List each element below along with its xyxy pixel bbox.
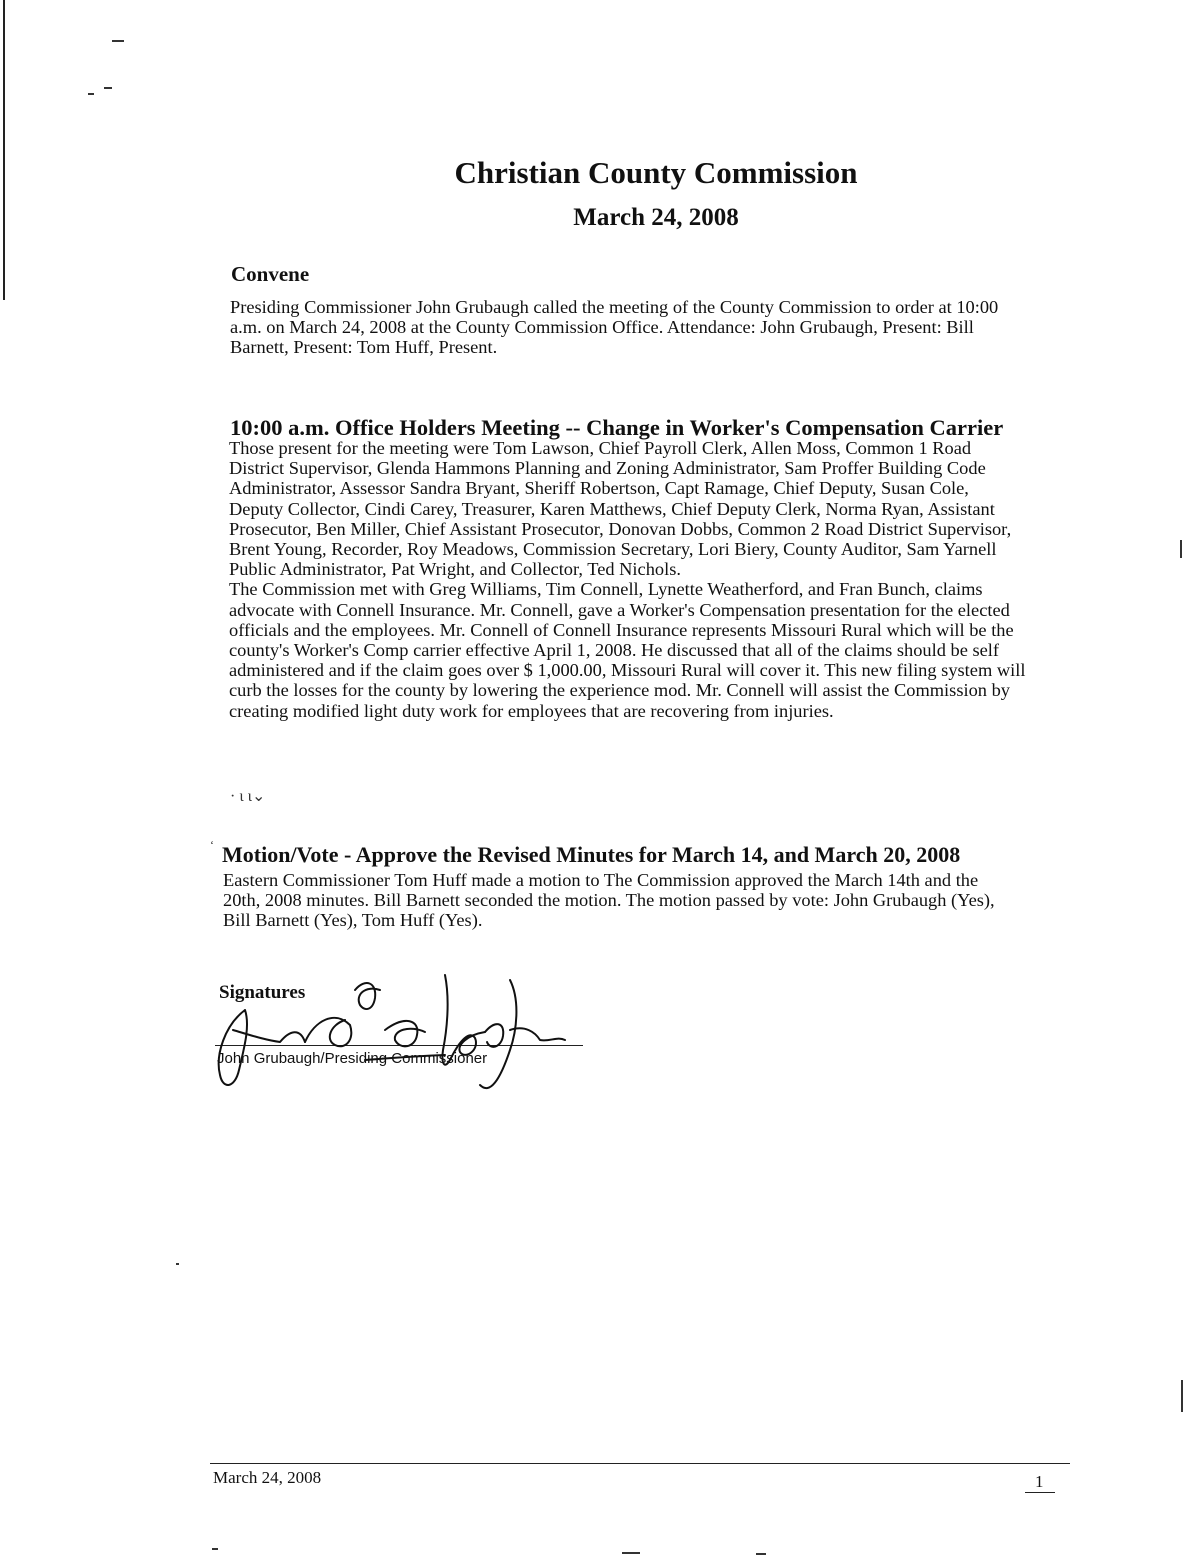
text-line: Presiding Commissioner John Grubaugh called the meeting of the County Commission to order at 10:00 <box>230 297 999 317</box>
text-line: advocate with Connell Insurance. Mr. Connell, gave a Worker's Compensation presentation for the elected <box>229 599 1010 620</box>
text-line: Bill Barnett (Yes), Tom Huff (Yes). <box>223 910 483 931</box>
text-line: Brent Young, Recorder, Roy Meadows, Commission Secretary, Lori Biery, County Auditor, Sam Yarnell <box>229 539 997 560</box>
footer-date: March 24, 2008 <box>213 1468 322 1487</box>
footer-rule <box>210 1463 1070 1464</box>
text-line: administered and if the claim goes over $ 1,000.00, Missouri Rural will cover it. This new filing system will <box>229 660 1026 681</box>
stray-mark: · ι ι⌄ <box>230 788 266 805</box>
signatures-heading: Signatures <box>219 982 306 1003</box>
scan-speck <box>176 1263 179 1265</box>
scan-speck <box>112 40 124 42</box>
handwritten-signature <box>205 970 595 1100</box>
text-line: Eastern Commissioner Tom Huff made a motion to The Commission approved the March 14th and the <box>223 870 979 890</box>
section-heading-convene: Convene <box>231 262 310 286</box>
text-line: creating modified light duty work for employees that are recovering from injuries. <box>229 700 834 721</box>
scan-speck <box>1180 540 1182 558</box>
text-line: 20th, 2008 minutes. Bill Barnett seconded the motion. The motion passed by vote: John Grubaugh (Yes), <box>223 890 995 911</box>
section-heading-office-holders: 10:00 a.m. Office Holders Meeting -- Change in Worker's Compensation Carrier <box>230 415 1004 440</box>
text-line: Deputy Collector, Cindi Carey, Treasurer, Karen Matthews, Chief Deputy Clerk, Norma Ryan, Assistant <box>229 498 995 519</box>
scan-speck <box>212 1548 218 1550</box>
section-body-office-holders <box>229 438 1089 721</box>
scan-speck <box>88 93 94 95</box>
document-date: March 24, 2008 <box>573 204 739 231</box>
scan-speck <box>1181 1380 1183 1412</box>
text-line: The Commission met with Greg Williams, Tim Connell, Lynette Weatherford, and Fran Bunch, claims <box>229 579 983 600</box>
stray-mark: ‘ <box>210 838 214 852</box>
text-line: Public Administrator, Pat Wright, and Collector, Ted Nichols. <box>229 559 681 580</box>
text-line: Administrator, Assessor Sandra Bryant, Sheriff Robertson, Capt Ramage, Chief Deputy, Susan Cole, <box>229 478 969 499</box>
scan-speck <box>622 1552 640 1554</box>
document-title: Christian County Commission <box>454 155 858 190</box>
section-body-motion-vote <box>223 870 1083 931</box>
signature-block <box>205 970 595 1100</box>
text-line: Barnett, Present: Tom Huff, Present. <box>230 337 498 358</box>
scan-edge-line <box>3 0 5 300</box>
signatory-name: John Grubaugh/Presiding Commissioner <box>217 1050 488 1067</box>
page-number-rule <box>1025 1492 1055 1493</box>
page-number: 1 <box>1035 1472 1044 1491</box>
text-line: Prosecutor, Ben Miller, Chief Assistant Prosecutor, Donovan Dobbs, Common 2 Road District Supervisor, <box>229 518 1012 539</box>
text-line: Those present for the meeting were Tom Lawson, Chief Payroll Clerk, Allen Moss, Common 1 Road <box>229 438 972 458</box>
text-line: District Supervisor, Glenda Hammons Planning and Zoning Administrator, Sam Proffer Building Code <box>229 458 986 479</box>
section-heading-motion-vote: Motion/Vote - Approve the Revised Minutes for March 14, and March 20, 2008 <box>222 842 961 867</box>
text-line: curb the losses for the county by lowering the experience mod. Mr. Connell will assist the Commission by <box>229 680 1010 701</box>
scan-speck <box>756 1553 766 1555</box>
scan-speck <box>104 87 112 89</box>
text-line: officials and the employees. Mr. Connell of Connell Insurance represents Missouri Rural which will be the <box>229 619 1014 640</box>
text-line: county's Worker's Comp carrier effective April 1, 2008. He discussed that all of the claims should be self <box>229 640 1000 661</box>
text-line: a.m. on March 24, 2008 at the County Commission Office. Attendance: John Grubaugh, Present: Bill <box>230 317 974 338</box>
section-body-convene <box>230 297 1060 358</box>
